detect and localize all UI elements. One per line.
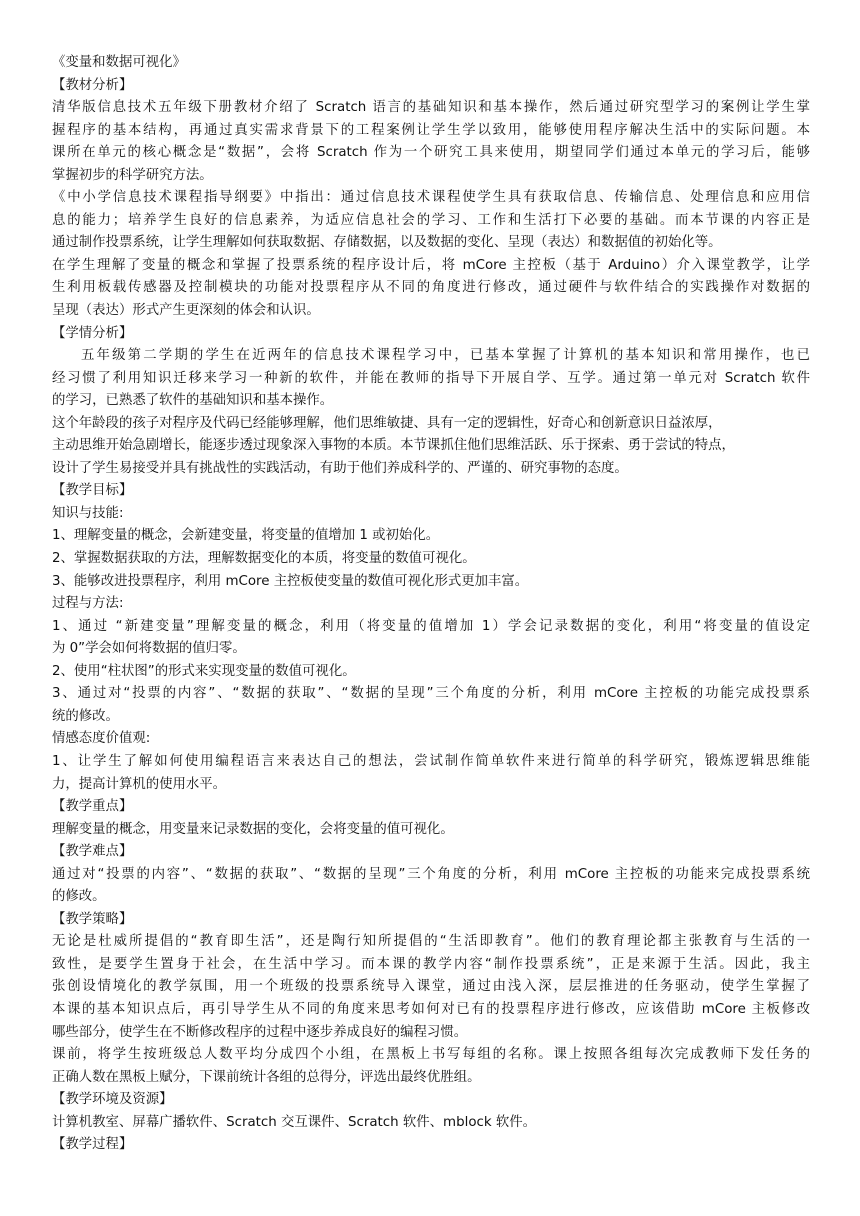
text-line: 力，提高计算机的使用水平。 bbox=[52, 776, 227, 792]
document-page bbox=[52, 52, 810, 1157]
text-line: 课所在单元的核心概念是“数据”，会将 Scratch 作为一个研究工具来使用，期望同学们通过本单元的学习后，能够 bbox=[52, 145, 810, 161]
subheading-qinggan: 情感态度价值观: bbox=[52, 731, 151, 747]
text-line: 1、让学生了解如何使用编程语言来表达自己的想法，尝试制作简单软件来进行简单的科学研究，锻炼逻辑思维能 bbox=[52, 753, 810, 769]
section-heading-mubiao: 【教学目标】 bbox=[52, 483, 133, 499]
text-line: 五年级第二学期的学生在近两年的信息技术课程学习中，已基本掌握了计算机的基本知识和常用操作，也已 bbox=[81, 348, 810, 364]
text-line: 设计了学生易接受并具有挑战性的实践活动，有助于他们养成科学的、严谨的、研究事物的态度。 bbox=[52, 460, 628, 476]
text-line: 生利用板载传感器及控制模块的功能对投票程序从不同的角度进行修改，通过硬件与软件结合的实践操作对数据的 bbox=[52, 280, 810, 296]
section-heading-jiaocai: 【教材分析】 bbox=[52, 77, 133, 93]
text-line: 息的能力；培养学生良好的信息素养，为适应信息社会的学习、工作和生活打下必要的基础。而本节课的内容正是 bbox=[52, 212, 810, 228]
text-line: 统的修改。 bbox=[52, 708, 119, 724]
list-item: 2、掌握数据获取的方法，理解数据变化的本质，将变量的数值可视化。 bbox=[52, 551, 476, 567]
paragraph-jiaocai-3 bbox=[52, 255, 810, 323]
section-heading-celue: 【教学策略】 bbox=[52, 911, 133, 927]
list-item: 2、使用“柱状图”的形式来实现变量的数值可视化。 bbox=[52, 663, 356, 679]
text-line: 3、通过对“投票的内容”、“数据的获取”、“数据的呈现”三个角度的分析，利用 mCore 主控板的功能完成投票系 bbox=[52, 686, 810, 702]
text-line: 的学习，已熟悉了软件的基础知识和基本操作。 bbox=[52, 393, 334, 409]
text-line: 经习惯了利用知识迁移来学习一种新的软件，并能在教师的指导下开展自学、互学。通过第一单元对 Scratch 软件 bbox=[52, 370, 810, 386]
paragraph-huanjing: 计算机教室、屏幕广播软件、Scratch 交互课件、Scratch 软件、mblock 软件。 bbox=[52, 1114, 537, 1130]
text-line: 本课的基本知识点后，再引导学生从不同的角度来思考如何对已有的投票程序进行修改，应该借助 mCore 主板修改 bbox=[52, 1001, 810, 1017]
list-item: 1、理解变量的概念，会新建变量，将变量的值增加 1 或初始化。 bbox=[52, 528, 440, 544]
paragraph-xueqing-1 bbox=[52, 345, 810, 413]
text-line: 张创设情境化的教学氛围，用一个班级的投票系统导入课堂，通过由浅入深，层层推进的任务驱动，使学生掌握了 bbox=[52, 979, 810, 995]
paragraph-celue-1 bbox=[52, 931, 810, 1044]
text-line: 在学生理解了变量的概念和掌握了投票系统的程序设计后，将 mCore 主控板（基于 Arduino）介入课堂教学，让学 bbox=[52, 257, 810, 273]
section-heading-huanjing: 【教学环境及资源】 bbox=[52, 1092, 173, 1108]
text-line: 的修改。 bbox=[52, 889, 106, 905]
list-item bbox=[52, 683, 810, 728]
paragraph-zhongdian: 理解变量的概念，用变量来记录数据的变化，会将变量的值可视化。 bbox=[52, 821, 454, 837]
text-line: 清华版信息技术五年级下册教材介绍了 Scratch 语言的基础知识和基本操作，然后通过研究型学习的案例让学生掌 bbox=[52, 100, 810, 116]
text-line: 正确人数在黑板上赋分，下课前统计各组的总得分，评选出最终优胜组。 bbox=[52, 1069, 481, 1085]
text-line: 无论是杜威所提倡的“教育即生活”，还是陶行知所提倡的“生活即教育”。他们的教育理论都主张教育与生活的一 bbox=[52, 934, 810, 950]
paragraph-nandian bbox=[52, 864, 810, 909]
text-line: 为 0”学会如何将数据的值归零。 bbox=[52, 641, 246, 657]
section-heading-xueqing: 【学情分析】 bbox=[52, 325, 133, 341]
text-line: 致性，是要学生置身于社会，在生活中学习。而本课的教学内容“制作投票系统”，正是来源于生活。因此，我主 bbox=[52, 956, 810, 972]
section-heading-guocheng: 【教学过程】 bbox=[52, 1137, 133, 1153]
text-line: 掌握初步的科学研究方法。 bbox=[52, 167, 213, 183]
subheading-zhishi: 知识与技能: bbox=[52, 505, 124, 521]
text-line: 呈现（表达）形式产生更深刻的体会和认识。 bbox=[52, 303, 320, 319]
text-line: 握程序的基本结构，再通过真实需求背景下的工程案例让学生学以致用，能够使用程序解决生活中的实际问题。本 bbox=[52, 122, 810, 138]
text-line: 主动思维开始急剧增长，能逐步透过现象深入事物的本质。本节课抓住他们思维活跃、乐于探索、勇于尝试的特点， bbox=[52, 438, 735, 454]
section-heading-nandian: 【教学难点】 bbox=[52, 844, 133, 860]
text-line: 通过对“投票的内容”、“数据的获取”、“数据的呈现”三个角度的分析，利用 mCore 主控板的功能来完成投票系统 bbox=[52, 866, 810, 882]
paragraph-celue-2 bbox=[52, 1044, 810, 1089]
doc-title: 《变量和数据可视化》 bbox=[52, 55, 186, 70]
text-line: 这个年龄段的孩子对程序及代码已经能够理解，他们思维敏捷、具有一定的逻辑性，好奇心和创新意识日益浓厚， bbox=[52, 415, 722, 431]
list-item bbox=[52, 616, 810, 661]
text-line: 通过制作投票系统，让学生理解如何获取数据、存储数据，以及数据的变化、呈现（表达）和数据值的初始化等。 bbox=[52, 235, 722, 251]
paragraph-jiaocai-1 bbox=[52, 97, 810, 187]
text-line: 《中小学信息技术课程指导纲要》中指出：通过信息技术课程使学生具有获取信息、传输信息、处理信息和应用信 bbox=[52, 190, 810, 206]
list-item bbox=[52, 751, 810, 796]
text-line: 1、通过 “新建变量”理解变量的概念，利用（将变量的值增加 1）学会记录数据的变化，利用“将变量的值设定 bbox=[52, 618, 810, 634]
list-item: 3、能够改进投票程序，利用 mCore 主控板使变量的数值可视化形式更加丰富。 bbox=[52, 573, 529, 589]
paragraph-jiaocai-2 bbox=[52, 187, 810, 255]
text-line: 课前，将学生按班级总人数平均分成四个小组，在黑板上书写每组的名称。课上按照各组每次完成教师下发任务的 bbox=[52, 1047, 810, 1063]
section-heading-zhongdian: 【教学重点】 bbox=[52, 799, 133, 815]
paragraph-xueqing-2 bbox=[52, 413, 810, 481]
text-line: 哪些部分，使学生在不断修改程序的过程中逐步养成良好的编程习惯。 bbox=[52, 1024, 468, 1040]
subheading-guocheng: 过程与方法: bbox=[52, 596, 124, 612]
